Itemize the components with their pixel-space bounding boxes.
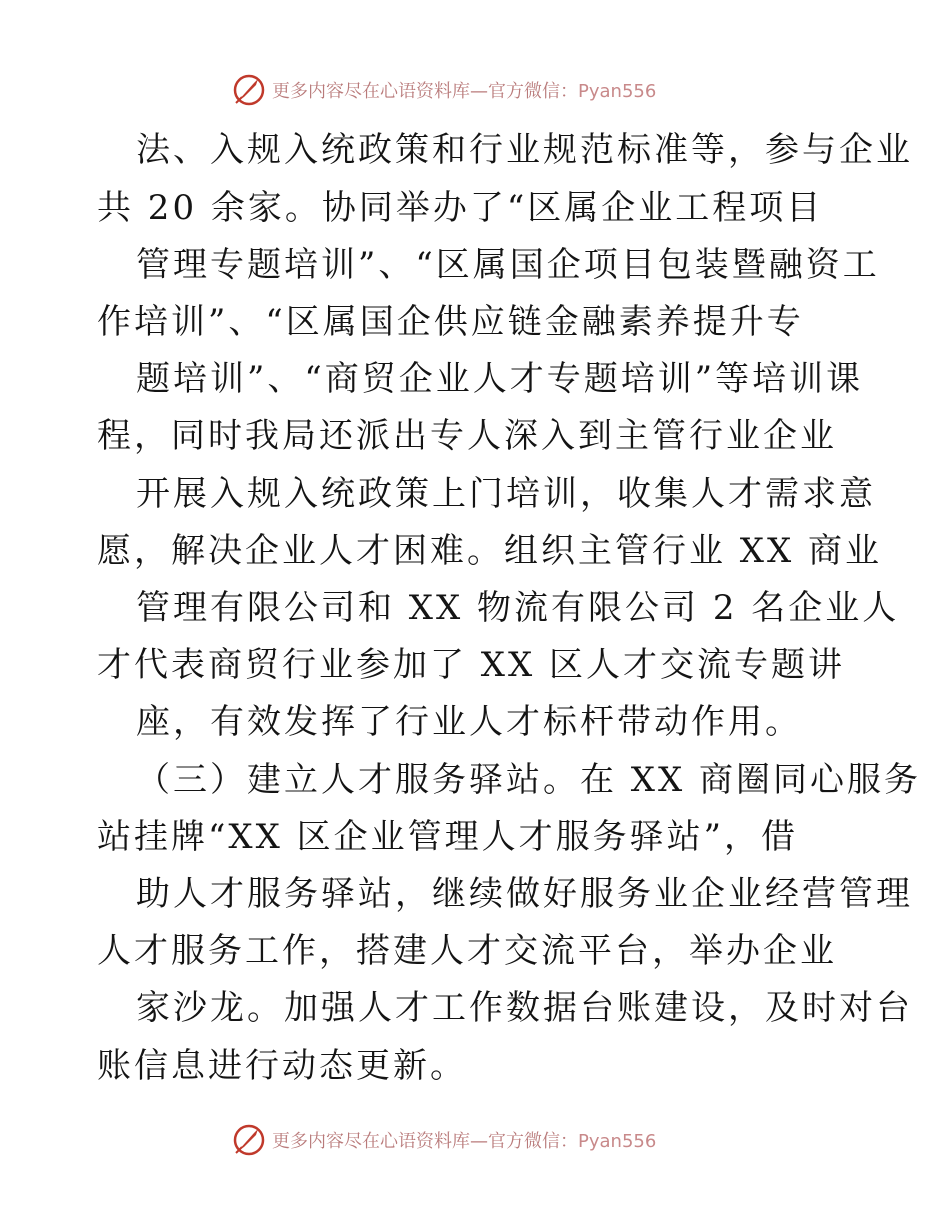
body-line: 家沙龙。加强人才工作数据台账建设，及时对台 (136, 988, 913, 1028)
footer-banner (232, 1123, 656, 1157)
body-line: 开展入规入统政策上门培训，收集人才需求意 (136, 474, 876, 514)
body-line: 账信息进行动态更新。 (97, 1046, 467, 1086)
body-line: 站挂牌“XX 区企业管理人才服务驿站”，借 (97, 817, 798, 857)
body-line: 作培训”、“区属国企供应链金融素养提升专 (97, 302, 804, 342)
section-heading-line: （三）建立人才服务驿站。在 XX 商圈同心服务 (136, 760, 922, 800)
header-banner-id: Pyan556 (578, 81, 657, 102)
footer-banner-text (272, 1127, 656, 1153)
body-line: 法、入规入统政策和行业规范标准等，参与企业 (136, 130, 913, 170)
body-line: 助人才服务驿站，继续做好服务业企业经营管理 (136, 874, 913, 914)
body-line: 座，有效发挥了行业人才标杆带动作用。 (136, 702, 802, 742)
body-line: 共 20 余家。协同举办了“区属企业工程项目 (97, 188, 824, 228)
footer-banner-id: Pyan556 (578, 1131, 657, 1152)
body-line: 愿，解决企业人才困难。组织主管行业 XX 商业 (97, 531, 883, 571)
body-line: 人才服务工作，搭建人才交流平台，举办企业 (97, 931, 837, 971)
footer-banner-label: 更多内容尽在心语资料库—官方微信： (272, 1131, 578, 1152)
body-line: 管理专题培训”、“区属国企项目包装暨融资工 (136, 245, 880, 285)
header-banner-label: 更多内容尽在心语资料库—官方微信： (272, 81, 578, 102)
body-line: 才代表商贸行业参加了 XX 区人才交流专题讲 (97, 645, 846, 685)
quill-circle-icon (232, 1123, 266, 1157)
body-line: 程，同时我局还派出专人深入到主管行业企业 (97, 416, 837, 456)
body-line: 题培训”、“商贸企业人才专题培训”等培训课 (136, 359, 864, 399)
body-line: 管理有限公司和 XX 物流有限公司 2 名企业人 (136, 588, 900, 628)
